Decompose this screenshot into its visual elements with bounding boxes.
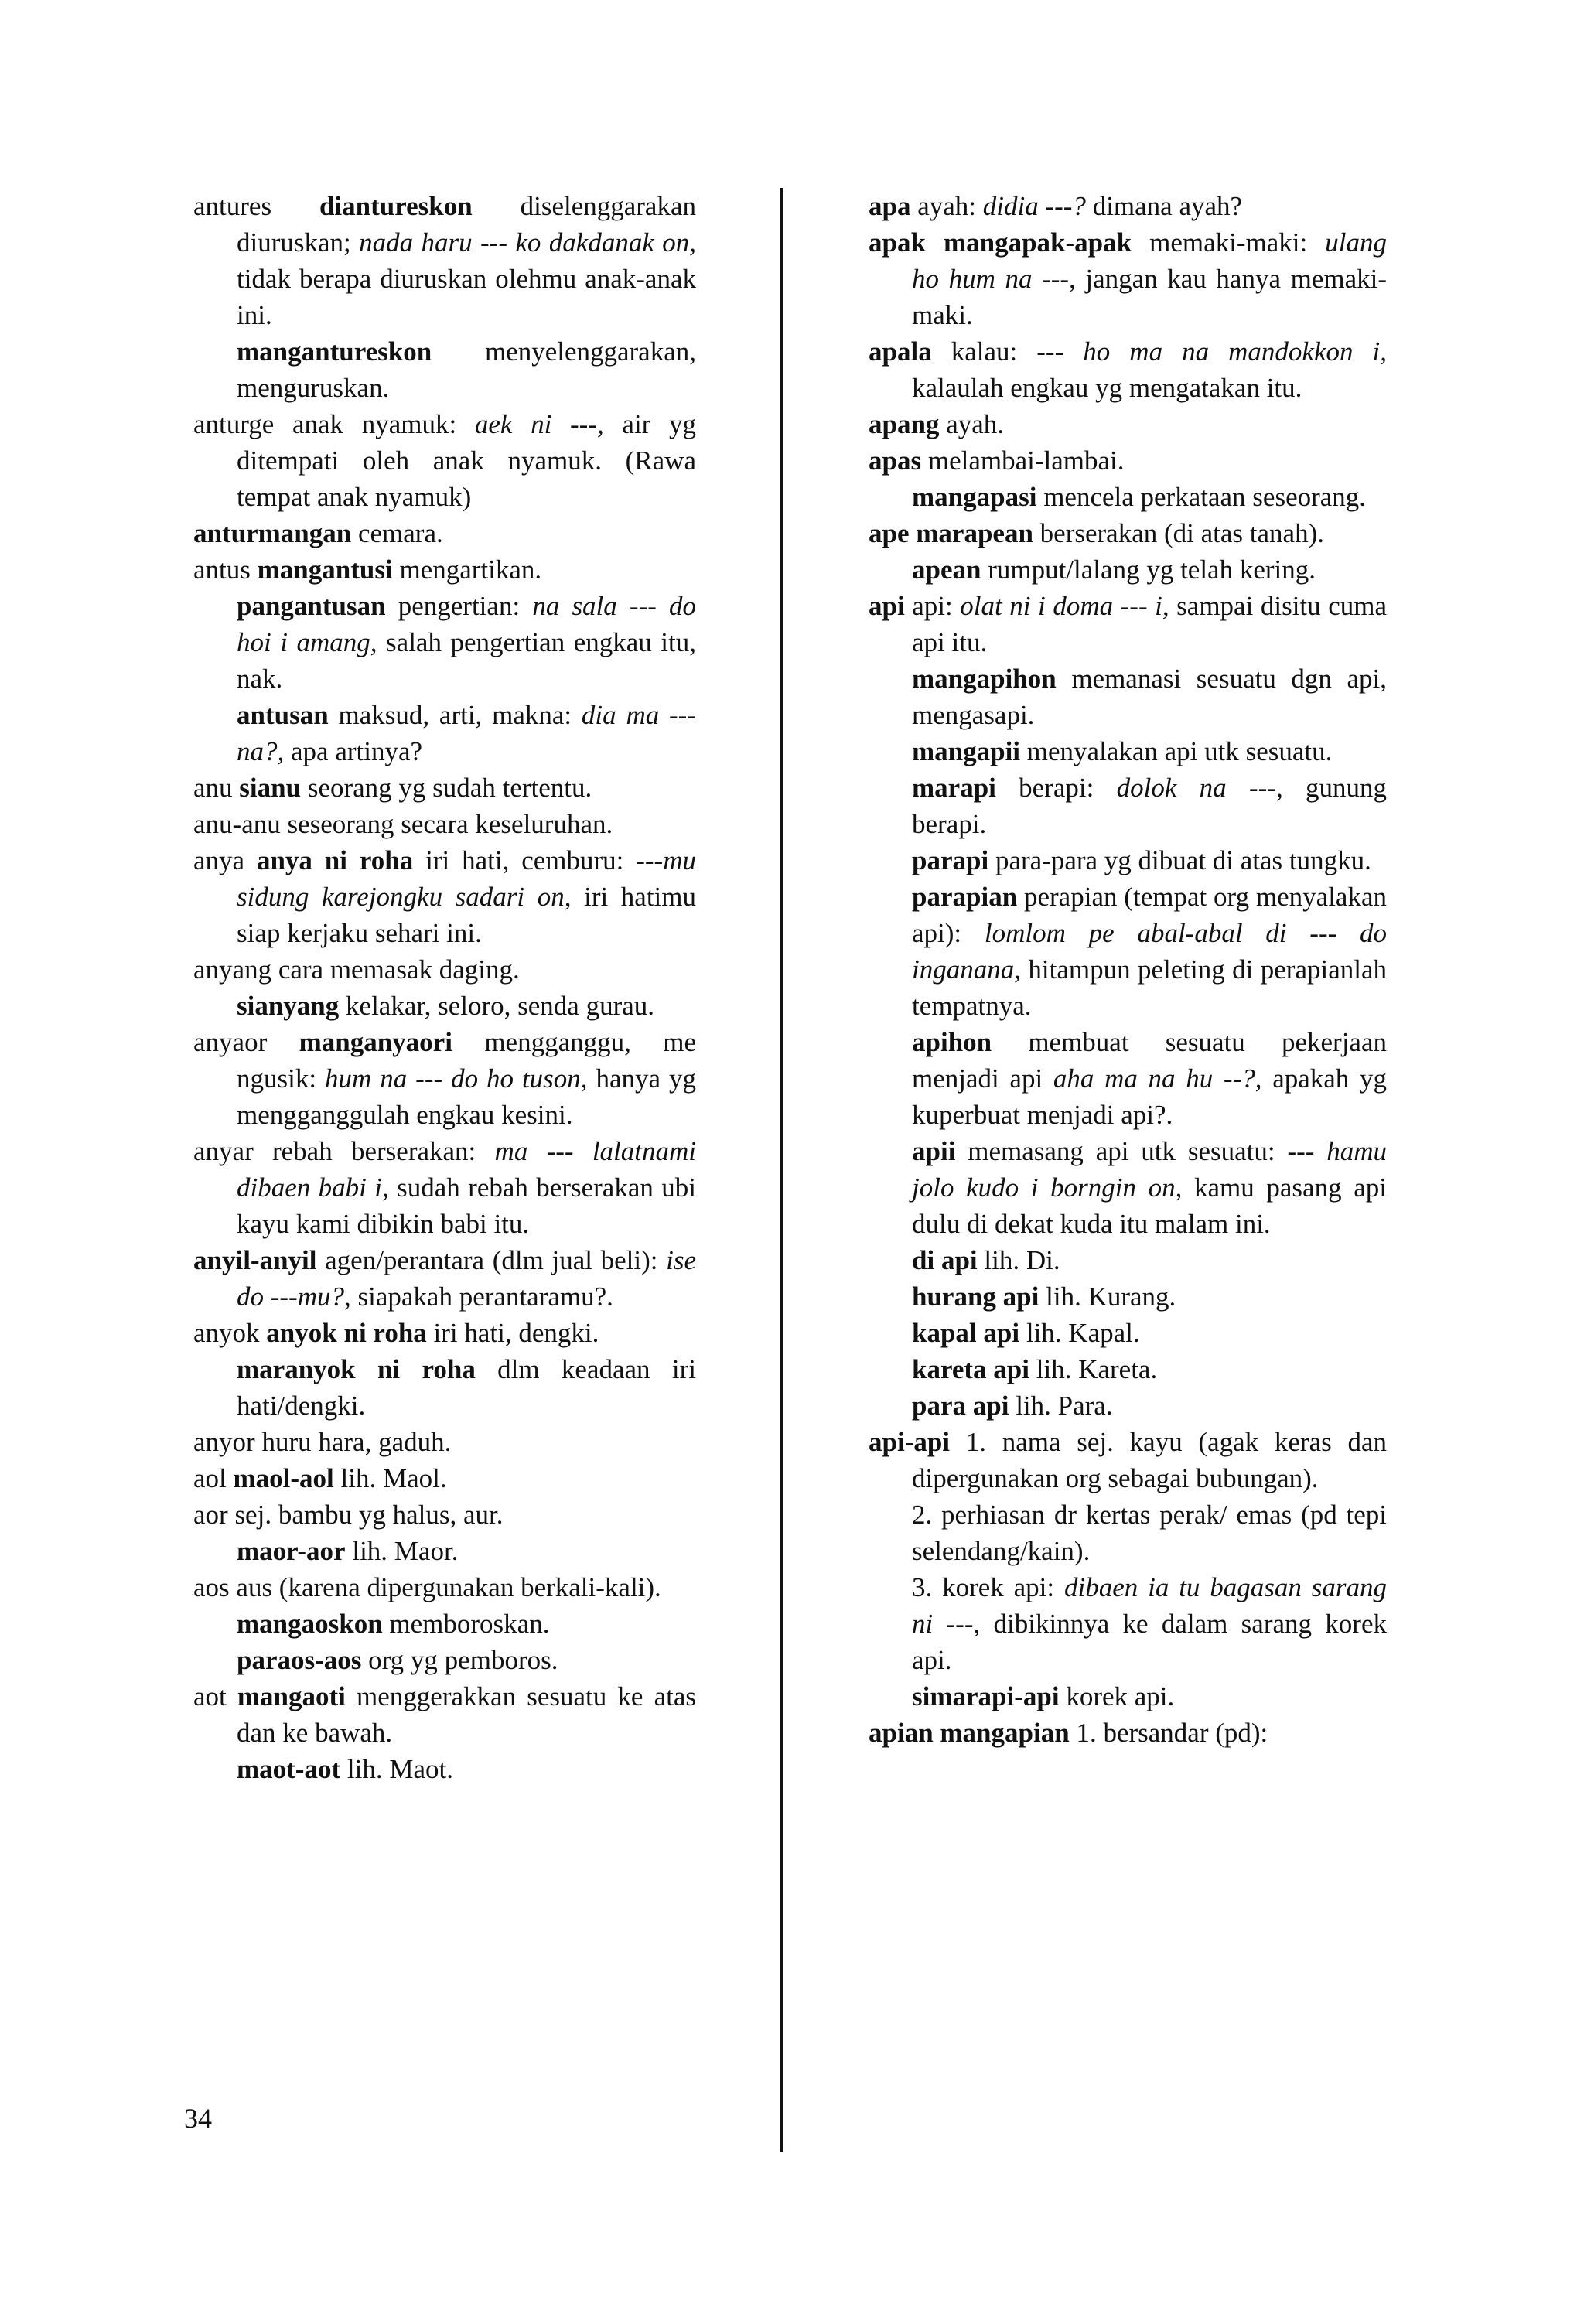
dictionary-subentry <box>869 1315 1387 1351</box>
definition-text: org yg pemboros. <box>361 1645 558 1675</box>
dictionary-subentry <box>869 1678 1387 1715</box>
definition-text: anya <box>193 845 257 875</box>
definition-text: dlm keadaan iri hati/dengki. <box>237 1354 696 1421</box>
definition-text: 2. perhiasan dr kertas perak/ emas (pd tepi selendang/kain). <box>912 1500 1387 1566</box>
headword: apean <box>912 555 981 585</box>
headword: mangapak-apak <box>943 227 1132 258</box>
definition-text: menyelenggarakan, menguruskan. <box>237 336 696 403</box>
definition-text <box>910 518 917 548</box>
dictionary-entry <box>193 188 696 333</box>
definition-text: anyang cara memasak daging. <box>193 954 520 985</box>
headword: manganyaori <box>299 1027 452 1057</box>
definition-text: cemara. <box>351 518 443 548</box>
headword: maor-aor <box>237 1536 346 1566</box>
dictionary-entry <box>193 951 696 988</box>
dictionary-entry <box>193 1315 696 1351</box>
definition-text: rumput/lalang yg telah kering. <box>981 555 1316 585</box>
definition-text: aos aus (karena dipergunakan berkali-kali). <box>193 1572 661 1602</box>
headword: mangapihon <box>912 664 1057 694</box>
column-divider <box>780 188 783 2152</box>
definition-text: memaki-maki: <box>1132 227 1326 258</box>
dictionary-entry <box>869 515 1387 551</box>
definition-text: hitampun peleting di perapianlah tempatnya. <box>912 954 1387 1021</box>
definition-text: ayah. <box>939 409 1005 439</box>
dictionary-subentry <box>869 551 1387 588</box>
definition-text: seorang yg sudah tertentu. <box>301 773 592 803</box>
dictionary-entry <box>869 1715 1387 1751</box>
definition-text: memboroskan. <box>382 1609 550 1639</box>
definition-text: memasang api utk sesuatu: <box>955 1136 1288 1166</box>
definition-text: anu-anu seseorang secara keseluruhan. <box>193 809 613 839</box>
definition-text: jangan kau hanya memaki-maki. <box>912 264 1387 330</box>
dictionary-entry <box>193 1242 696 1315</box>
definition-text: menyalakan api utk sesuatu. <box>1020 736 1333 766</box>
definition-text: anyor huru hara, gaduh. <box>193 1427 452 1457</box>
dictionary-entry <box>193 806 696 842</box>
definition-text: iri hatimu siap kerjaku sehari ini. <box>237 882 696 948</box>
dictionary-subentry <box>193 1606 696 1642</box>
definition-text: antures <box>193 191 319 221</box>
dictionary-subentry <box>193 697 696 770</box>
definition-text: aol <box>193 1463 234 1493</box>
dictionary-subentry <box>869 479 1387 515</box>
definition-text: hanya yg mengganggulah engkau kesini. <box>237 1063 696 1130</box>
dictionary-subentry <box>193 1642 696 1678</box>
definition-text: ayah: <box>910 191 983 221</box>
headword: kapal api <box>912 1318 1020 1348</box>
definition-text: para-para yg dibuat di atas tungku. <box>988 845 1371 875</box>
definition-text: lih. Kareta. <box>1029 1354 1158 1384</box>
dictionary-entry <box>193 770 696 806</box>
definition-text: apakah yg kuperbuat menjadi api?. <box>912 1063 1387 1130</box>
definition-text: 3. korek api: <box>912 1572 1064 1602</box>
definition-text: sampai disitu cuma api itu. <box>912 591 1387 657</box>
dictionary-subentry <box>193 1751 696 1787</box>
headword: apas <box>869 445 922 476</box>
example-text: hum na --- do ho tuson, <box>325 1063 588 1094</box>
headword: sianu <box>239 773 302 803</box>
example-text: aek ni ---, <box>474 409 604 439</box>
dictionary-subentry <box>869 1496 1387 1569</box>
definition-text: berapi: <box>995 773 1117 803</box>
dictionary-entry <box>869 188 1387 224</box>
definition-text: mengganggu, me ngusik: <box>237 1027 696 1094</box>
headword: parapian <box>912 882 1018 912</box>
definition-text: antus <box>193 555 258 585</box>
dictionary-entry <box>869 588 1387 660</box>
headword: maot-aot <box>237 1754 341 1784</box>
headword: apala <box>869 336 932 367</box>
definition-text <box>926 227 944 258</box>
definition-text: 1. nama sej. kayu (agak keras dan dipergunakan org sebagai bubungan). <box>912 1427 1387 1493</box>
headword: para api <box>912 1391 1009 1421</box>
definition-text: iri hati, dengki. <box>426 1318 599 1348</box>
definition-text: mengartikan. <box>392 555 542 585</box>
headword: antusan <box>237 700 329 730</box>
headword: apak <box>869 227 926 258</box>
headword: maol-aol <box>233 1463 334 1493</box>
definition-text: mencela perkataan seseorang. <box>1036 482 1367 512</box>
dictionary-subentry <box>193 1351 696 1424</box>
dictionary-entry <box>869 333 1387 406</box>
definition-text: anturge anak nyamuk: <box>193 409 475 439</box>
dictionary-entry <box>869 442 1387 479</box>
dictionary-entry <box>193 842 696 951</box>
headword: di api <box>912 1245 978 1275</box>
definition-text: api: <box>904 591 961 621</box>
dictionary-subentry <box>869 1242 1387 1278</box>
dictionary-subentry <box>193 1533 696 1569</box>
headword: api <box>869 591 905 621</box>
dictionary-subentry <box>869 770 1387 842</box>
headword: simarapi-api <box>912 1681 1060 1711</box>
definition-text: 1. bersandar (pd): <box>1069 1718 1268 1748</box>
dictionary-entry <box>193 1424 696 1460</box>
definition-text: lih. Maol. <box>333 1463 447 1493</box>
example-text: dia ma ---na?, <box>237 700 696 766</box>
example-text: ulang ho hum na ---, <box>912 227 1387 294</box>
headword: api-api <box>869 1427 951 1457</box>
example-text: ma --- lalatnami dibaen babi i, <box>237 1136 696 1203</box>
headword: maranyok ni roha <box>237 1354 476 1384</box>
example-text: nada haru --- ko dakdanak on, <box>359 227 696 258</box>
dictionary-entry <box>869 406 1387 442</box>
dictionary-entry <box>193 1678 696 1751</box>
dictionary-subentry <box>193 333 696 406</box>
headword: apihon <box>912 1027 992 1057</box>
definition-text: agen/perantara (dlm jual beli): <box>316 1245 667 1275</box>
headword: apian <box>869 1718 934 1748</box>
definition-text: menggerakkan sesuatu ke atas dan ke bawah. <box>237 1681 696 1748</box>
headword: apa <box>869 191 911 221</box>
headword: marapean <box>916 518 1033 548</box>
dictionary-subentry <box>869 1278 1387 1315</box>
definition-text: aor sej. bambu yg halus, aur. <box>193 1500 504 1530</box>
headword: ape <box>869 518 910 548</box>
definition-text: tidak berapa diuruskan olehmu anak-anak ini. <box>237 264 696 330</box>
dictionary-entry <box>193 1496 696 1533</box>
dictionary-subentry <box>869 1387 1387 1424</box>
definition-text: perapian (tempat org menyalakan api): <box>912 882 1387 948</box>
example-text: ise do ---mu?, <box>237 1245 696 1312</box>
headword: anya ni roha <box>256 845 414 875</box>
headword: mangantusi <box>257 555 393 585</box>
right-column <box>869 188 1387 1751</box>
example-text: na sala --- do hoi i amang, <box>237 591 697 657</box>
definition-text: lih. Kapal. <box>1019 1318 1140 1348</box>
definition-text: dibikinnya ke dalam sarang korek api. <box>912 1609 1387 1675</box>
definition-text: lih. Maor. <box>345 1536 459 1566</box>
dictionary-subentry <box>869 1351 1387 1387</box>
dictionary-entry <box>193 1024 696 1133</box>
definition-text: pengertian: <box>385 591 533 621</box>
headword: mangaoskon <box>237 1609 383 1639</box>
dictionary-entry <box>869 1424 1387 1496</box>
definition-text: anu <box>193 773 240 803</box>
definition-text: iri hati, cemburu: <box>413 845 637 875</box>
example-text: dibaen ia tu bagasan sarang ni ---, <box>912 1572 1387 1639</box>
definition-text: memanasi sesuatu dgn api, mengasapi. <box>912 664 1387 730</box>
dictionary-entry <box>193 1569 696 1606</box>
definition-text: kamu pasang api dulu di dekat kuda itu malam ini. <box>912 1172 1387 1239</box>
definition-text: membuat sesuatu pekerjaan menjadi api <box>912 1027 1387 1094</box>
headword: sianyang <box>237 991 340 1021</box>
headword: apang <box>869 409 940 439</box>
definition-text: anyar rebah berserakan: <box>193 1136 495 1166</box>
example-text: dolok na ---, <box>1116 773 1283 803</box>
definition-text: maksud, arti, makna: <box>328 700 582 730</box>
definition-text: kalau: <box>931 336 1037 367</box>
definition-text: anyok <box>193 1318 267 1348</box>
definition-text: gunung berapi. <box>912 773 1387 839</box>
headword: anturmangan <box>193 518 352 548</box>
example-text: olat ni i doma --- i, <box>960 591 1169 621</box>
example-text: --- ho ma na mandokkon i, <box>1036 336 1387 367</box>
headword: hurang api <box>912 1281 1040 1312</box>
dictionary-subentry <box>869 879 1387 1024</box>
example-text: lomlom pe abal-abal di --- do inganana, <box>912 918 1388 985</box>
headword: pangantusan <box>237 591 386 621</box>
example-text: aha ma na hu --?, <box>1053 1063 1262 1094</box>
definition-text: salah pengertian engkau itu, nak. <box>237 627 697 694</box>
headword: anyok ni roha <box>266 1318 427 1348</box>
definition-text: lih. Kurang. <box>1039 1281 1176 1312</box>
definition-text: air yg ditempati oleh anak nyamuk. (Rawa tempat anak nyamuk) <box>237 409 697 512</box>
dictionary-entry <box>869 224 1387 333</box>
headword: diantureskon <box>319 191 473 221</box>
dictionary-subentry <box>869 660 1387 733</box>
example-text: --- hamu jolo kudo i borngin on, <box>912 1136 1387 1203</box>
headword: parapi <box>912 845 989 875</box>
headword: mangapasi <box>912 482 1037 512</box>
dictionary-entry <box>193 406 696 515</box>
dictionary-subentry <box>869 842 1387 879</box>
dictionary-entry <box>193 515 696 551</box>
example-text: didia ---? <box>982 191 1086 221</box>
definition-text: lih. Di. <box>977 1245 1060 1275</box>
definition-text: sudah rebah berserakan ubi kayu kami dibikin babi itu. <box>237 1172 696 1239</box>
dictionary-subentry <box>869 1024 1387 1133</box>
headword: marapi <box>912 773 996 803</box>
definition-text: apa artinya? <box>284 736 423 766</box>
definition-text: korek api. <box>1059 1681 1175 1711</box>
definition-text: siapakah perantaramu?. <box>350 1281 613 1312</box>
definition-text: anyaor <box>193 1027 299 1057</box>
definition-text: dimana ayah? <box>1085 191 1243 221</box>
dictionary-entry <box>193 1460 696 1496</box>
definition-text: kelakar, seloro, senda gurau. <box>339 991 655 1021</box>
dictionary-subentry <box>869 1133 1387 1242</box>
page-number: 34 <box>184 2103 212 2134</box>
headword: apii <box>912 1136 956 1166</box>
dictionary-entry <box>193 551 696 588</box>
left-column <box>193 188 696 1787</box>
definition-text: lih. Para. <box>1009 1391 1113 1421</box>
dictionary-subentry <box>193 588 696 697</box>
definition-text: berserakan (di atas tanah). <box>1033 518 1324 548</box>
definition-text: diselenggarakan diuruskan; <box>237 191 696 258</box>
definition-text: kalaulah engkau yg mengatakan itu. <box>912 373 1302 403</box>
headword: mangapian <box>940 1718 1070 1748</box>
dictionary-entry <box>193 1133 696 1242</box>
definition-text: melambai-lambai. <box>921 445 1125 476</box>
definition-text: aot <box>193 1681 237 1711</box>
headword: mangaoti <box>237 1681 346 1711</box>
headword: kareta api <box>912 1354 1029 1384</box>
headword: paraos-aos <box>237 1645 362 1675</box>
definition-text: lih. Maot. <box>340 1754 453 1784</box>
dictionary-subentry <box>193 988 696 1024</box>
headword: anyil-anyil <box>193 1245 317 1275</box>
example-text: ---mu sidung karejongku sadari on, <box>237 845 696 912</box>
dictionary-subentry <box>869 1569 1387 1678</box>
dictionary-subentry <box>869 733 1387 770</box>
headword: mangapii <box>912 736 1021 766</box>
headword: mangantureskon <box>237 336 432 367</box>
